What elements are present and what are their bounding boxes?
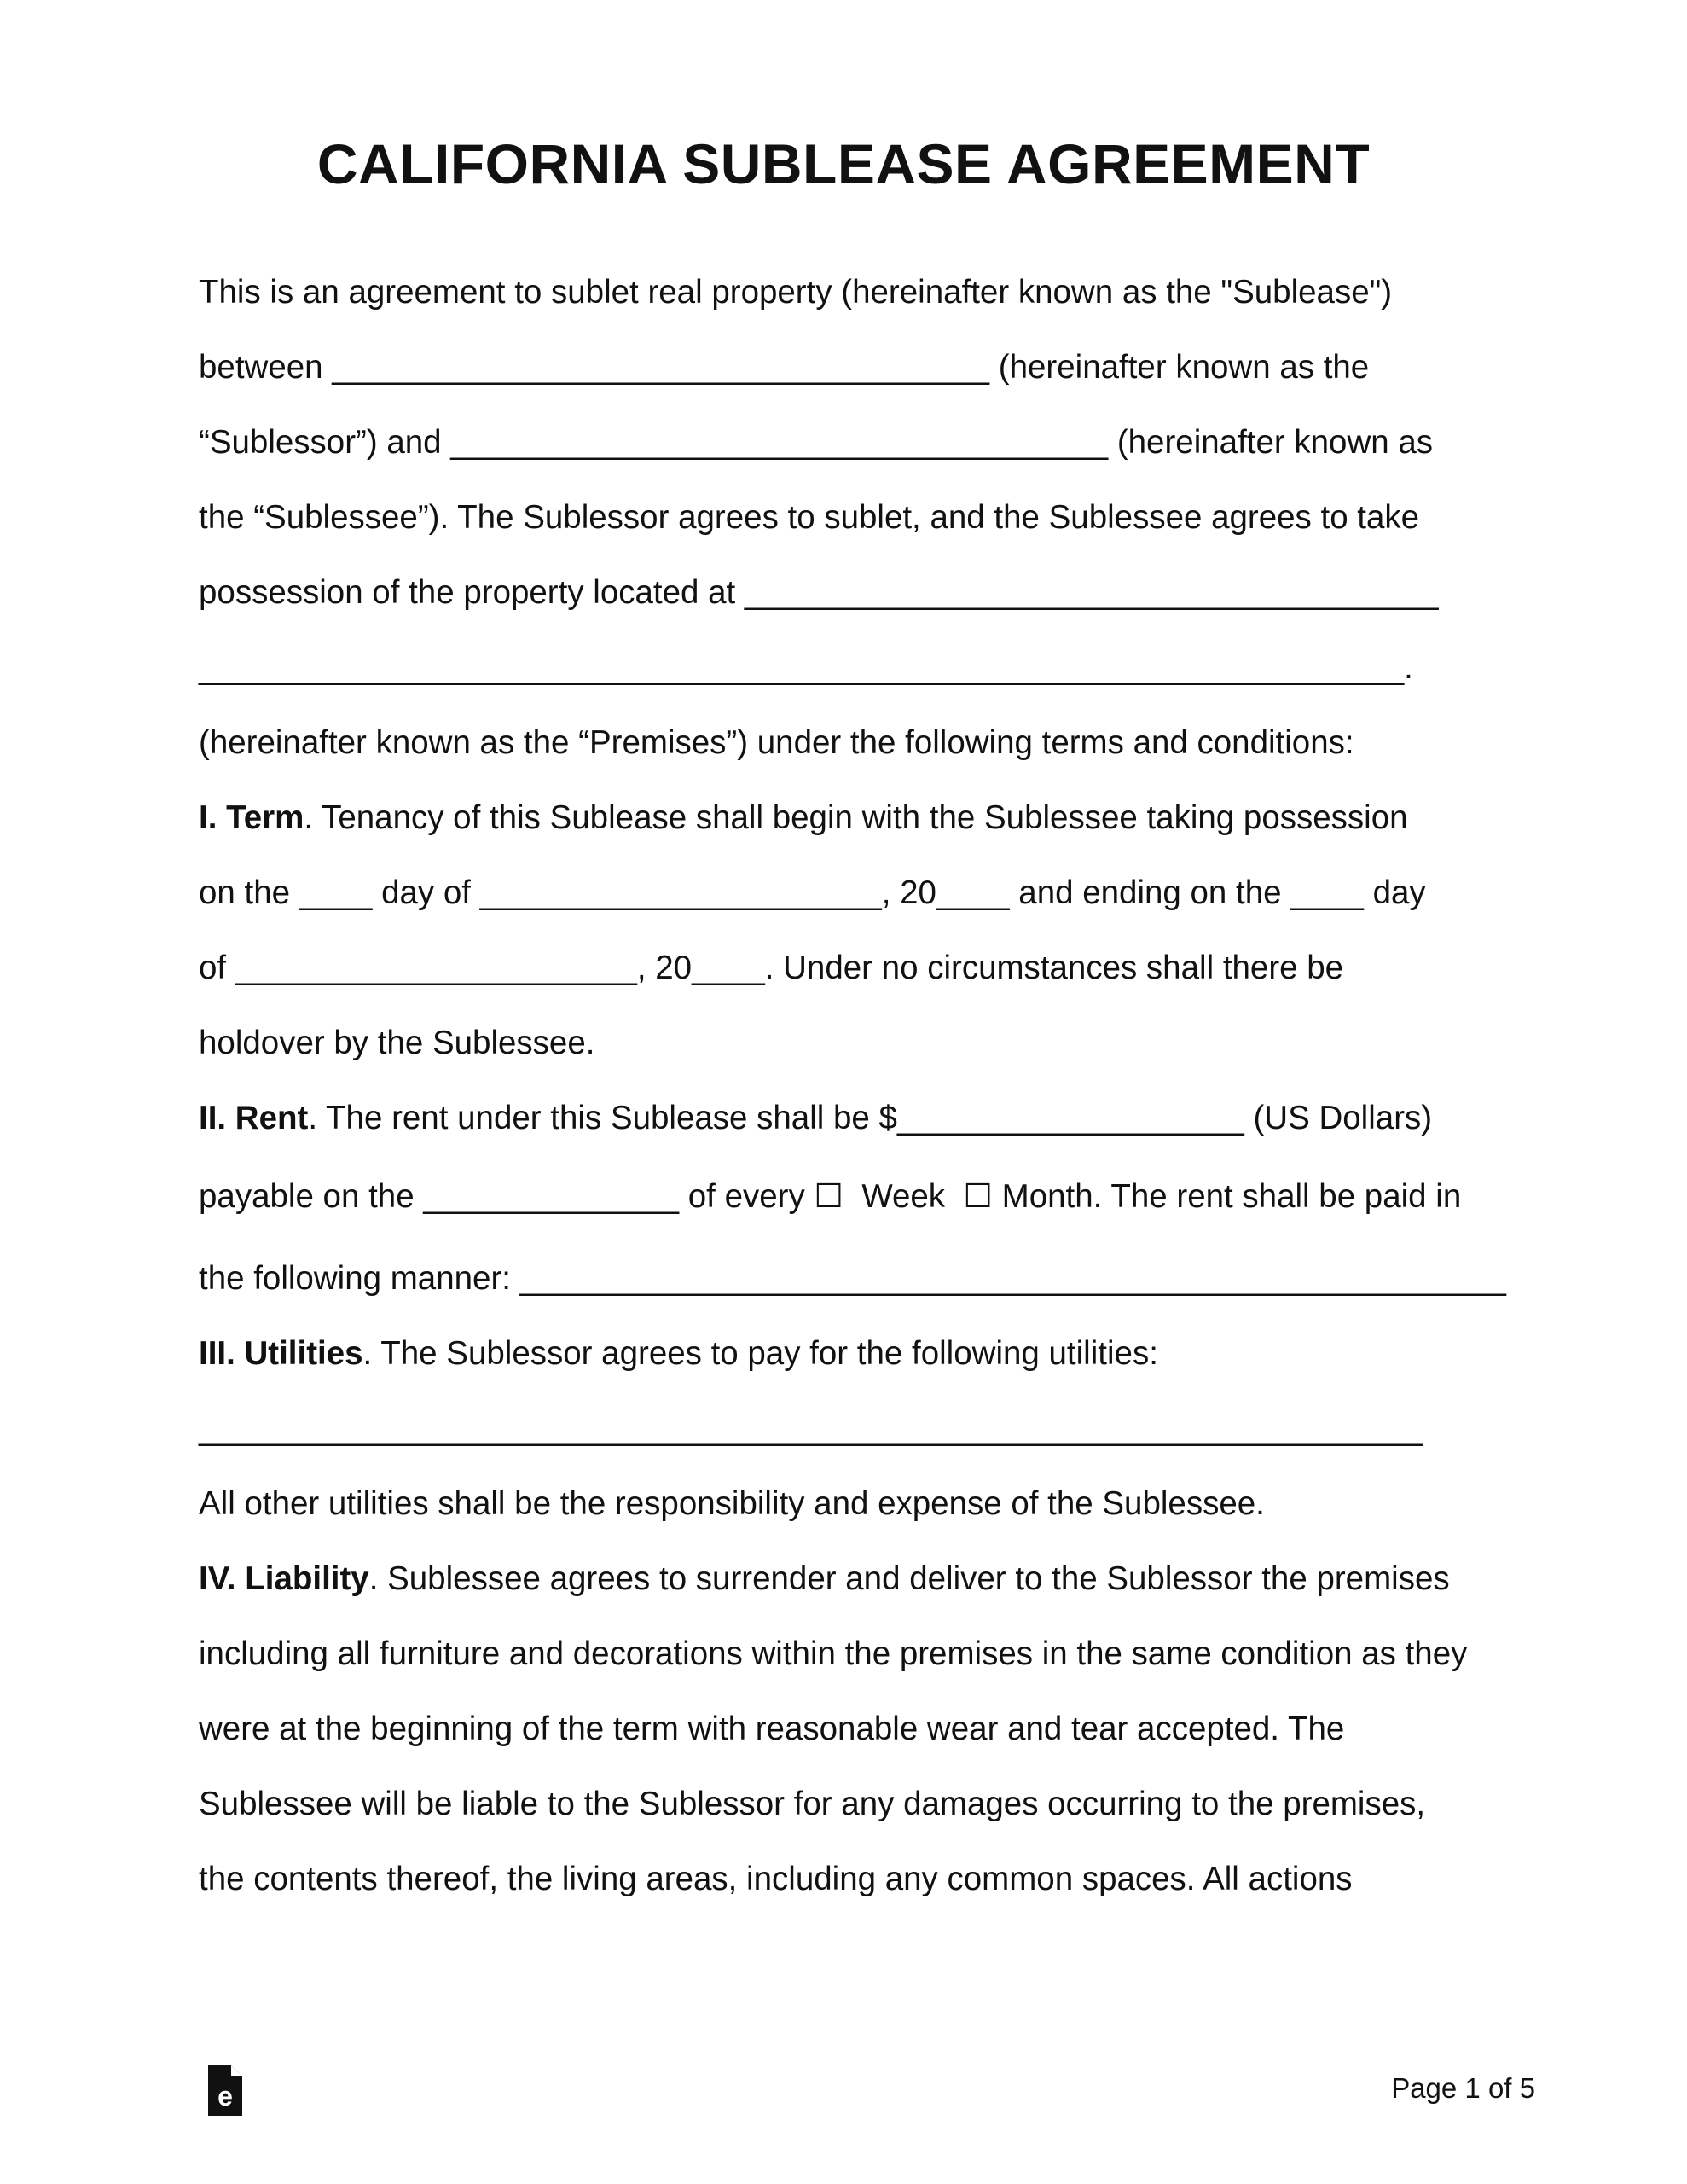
utilities-line-3: All other utilities shall be the responsibility and expense of the Sublessee. xyxy=(199,1485,1265,1522)
term-text: . Tenancy of this Sublease shall begin with the Sublessee taking possession xyxy=(304,799,1408,836)
rent-heading: II. Rent xyxy=(199,1100,309,1136)
page-number: Page 1 of 5 xyxy=(1391,2072,1535,2104)
term-line-3: of ______________________, 20____. Under no circumstances shall there be xyxy=(199,950,1344,986)
term-line-4: holdover by the Sublessee. xyxy=(199,1025,595,1061)
eforms-logo-svg xyxy=(206,2063,244,2117)
intro-line-4: the “Sublessee”). The Sublessor agrees to sublet, and the Sublessee agrees to take xyxy=(199,499,1420,536)
eforms-logo-icon xyxy=(206,2063,244,2117)
liability-line-5: the contents thereof, the living areas, including any common spaces. All actions xyxy=(199,1861,1353,1897)
liability-line-2: including all furniture and decorations within the premises in the same condition as they xyxy=(199,1635,1468,1672)
utilities-text: . The Sublessor agrees to pay for the following utilities: xyxy=(362,1335,1158,1372)
intro-line-3: “Sublessor”) and ____________________________________ (hereinafter known as xyxy=(199,424,1434,461)
liability-line-4: Sublessee will be liable to the Sublessor for any damages occurring to the premises, xyxy=(199,1786,1426,1822)
utilities-line-2: ___________________________________________________________________ xyxy=(199,1410,1423,1447)
utilities-line-1 xyxy=(199,1333,1158,1375)
term-line-1 xyxy=(199,797,1408,839)
svg-text:e: e xyxy=(217,2081,233,2111)
term-heading: I. Term xyxy=(199,799,304,836)
document-title: CALIFORNIA SUBLEASE AGREEMENT xyxy=(316,132,1371,195)
liability-text: . Sublessee agrees to surrender and deliver to the Sublessor the premises xyxy=(368,1560,1450,1597)
liability-line-3: were at the beginning of the term with reasonable wear and tear accepted. The xyxy=(199,1711,1345,1747)
intro-line-1: This is an agreement to sublet real property (hereinafter known as the "Sublease") xyxy=(199,274,1393,311)
rent-text: . The rent under this Sublease shall be $___________________ (US Dollars) xyxy=(308,1100,1433,1136)
rent-line-3: the following manner: ______________________________________________________ xyxy=(199,1260,1506,1297)
intro-line-5: possession of the property located at ______________________________________ xyxy=(199,574,1439,611)
intro-line-6: __________________________________________________________________. xyxy=(199,649,1413,686)
intro-line-2: between ____________________________________ (hereinafter known as the xyxy=(199,349,1370,386)
utilities-heading: III. Utilities xyxy=(199,1335,363,1372)
liability-heading: IV. Liability xyxy=(199,1560,369,1597)
rent-line-2: payable on the ______________ of every ☐ Week ☐ Month. The rent shall be paid in xyxy=(199,1178,1462,1215)
term-line-2: on the ____ day of ______________________, 20____ and ending on the ____ day xyxy=(199,874,1426,911)
intro-line-7: (hereinafter known as the “Premises”) under the following terms and conditions: xyxy=(199,724,1354,761)
rent-line-1 xyxy=(199,1097,1432,1140)
liability-line-1 xyxy=(199,1558,1450,1600)
